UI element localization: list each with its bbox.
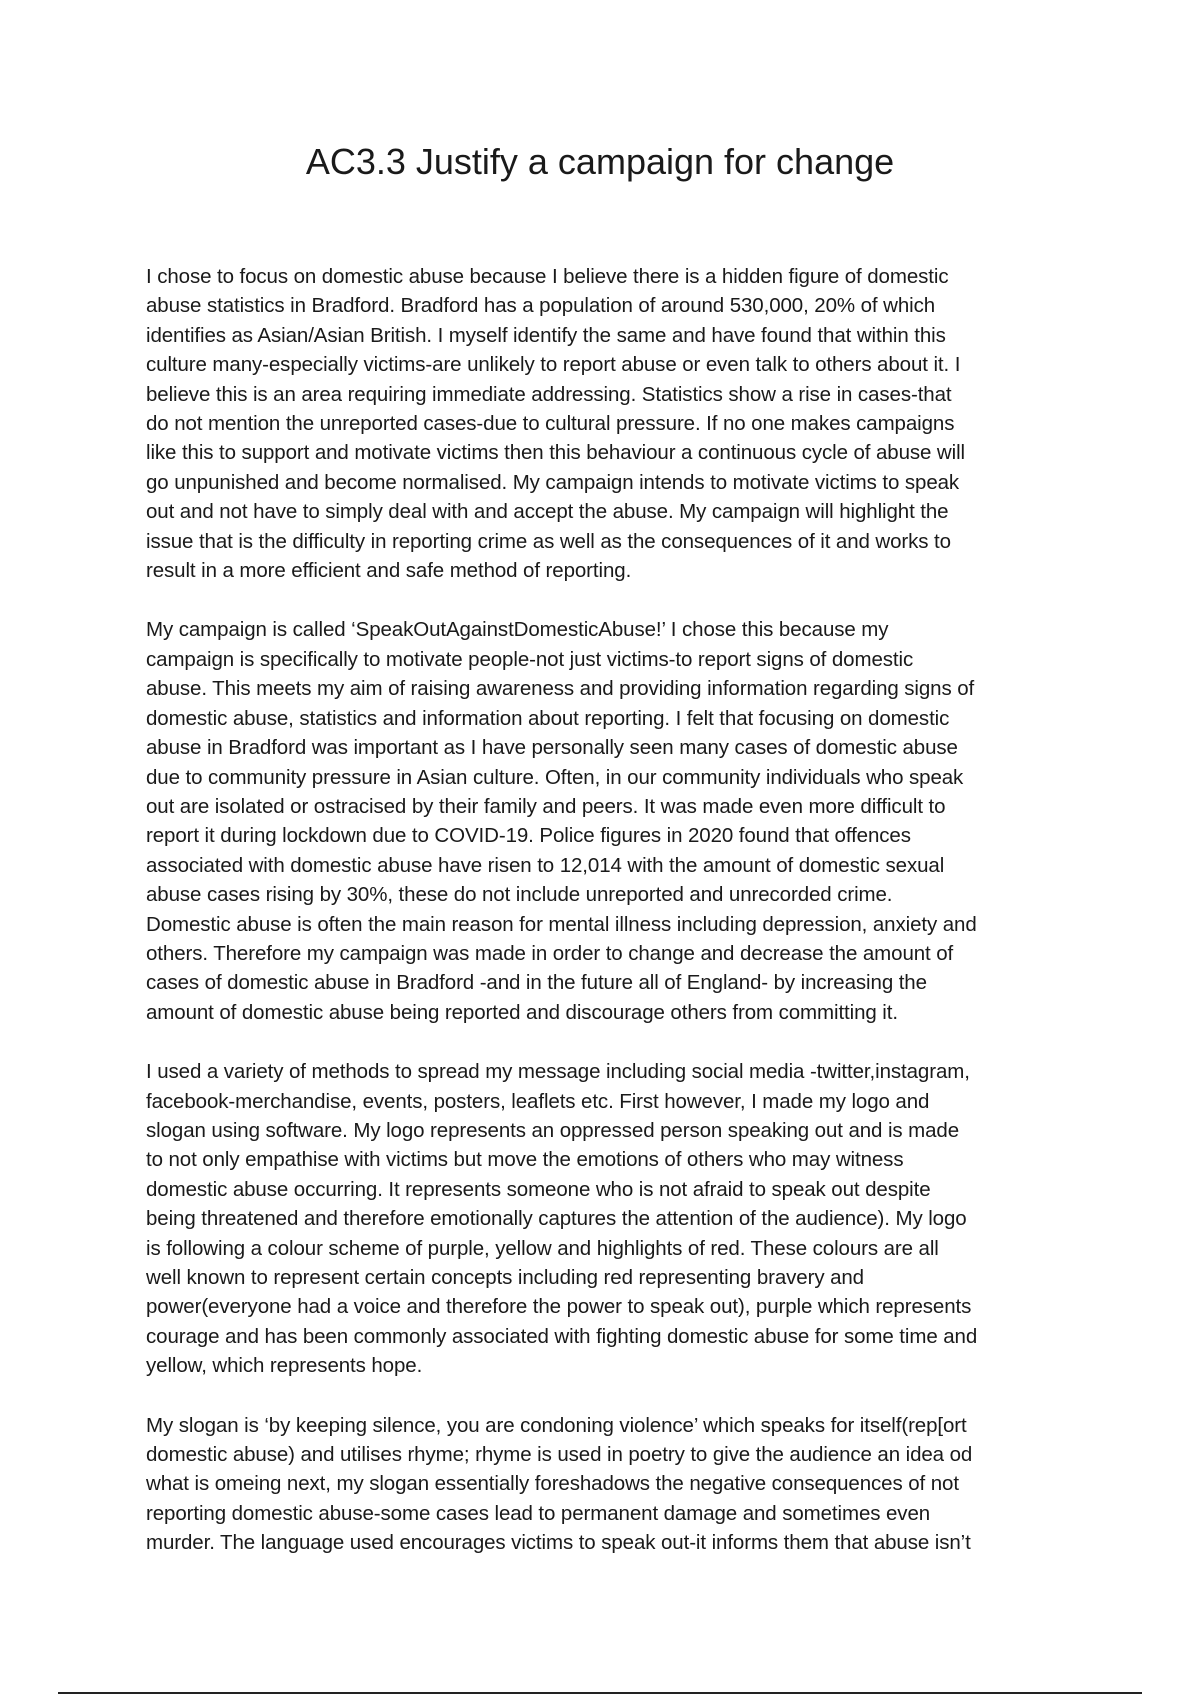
page-bottom-divider bbox=[58, 1692, 1142, 1694]
paragraph-focus-choice: I chose to focus on domestic abuse because I believe there is a hidden figure of domestic abuse statistics in Bradford. Bradford has a population of around 530,000, 20% of which identifies as Asian/Asian British. I myself identify the same and have found that within this culture many-especially victims-are unlikely to report abuse or even talk to others about it. I believe this is an area requiring immediate addressing. Statistics show a rise in cases-that do not mention the unreported cases-due to cultural pressure. If no one makes campaigns like this to support and motivate victims then this behaviour a continuous cycle of abuse will go unpunished and become normalised. My campaign intends to motivate victims to speak out and not have to simply deal with and accept the abuse. My campaign will highlight the issue that is the difficulty in reporting crime as well as the consequences of it and works to result in a more efficient and safe method of reporting. bbox=[146, 265, 965, 583]
paragraph-slogan: My slogan is ‘by keeping silence, you are condoning violence’ which speaks for itself(rep[ort domestic abuse) and utilises rhyme; rhyme is used in poetry to give the audience an idea od what is omeing next, my slogan essentially foreshadows the negative consequences of not reporting domestic abuse-some cases lead to permanent damage and sometimes even murder. The language used encourages victims to speak out-it informs them that abuse isn’t bbox=[146, 1413, 973, 1555]
paragraph-methods-logo: I used a variety of methods to spread my message including social media -twitter,instagram, facebook-merchandise, events, posters, leaflets etc. First however, I made my logo and slogan using software. My logo represents an oppressed person speaking out and is made to not only empathise with victims but move the emotions of others who may witness domestic abuse occurring. It represents someone who is not afraid to speak out despite being threatened and therefore emotionally captures the attention of the audience). My logo is following a colour scheme of purple, yellow and highlights of red. These colours are all well known to represent certain concepts including red representing bravery and power(everyone had a voice and therefore the power to speak out), purple which represents courage and has been commonly associated with fighting domestic abuse for some time and yellow, which represents hope. bbox=[146, 1060, 978, 1378]
document-body bbox=[146, 262, 1068, 1588]
paragraph-campaign-name: My campaign is called ‘SpeakOutAgainstDomesticAbuse!’ I chose this because my campaign is specifically to motivate people-not just victims-to report signs of domestic abuse. This meets my aim of raising awareness and providing information regarding signs of domestic abuse, statistics and information about reporting. I felt that focusing on domestic abuse in Bradford was important as I have personally seen many cases of domestic abuse due to community pressure in Asian culture. Often, in our community individuals who speak out are isolated or ostracised by their family and peers. It was made even more difficult to report it during lockdown due to COVID-19. Police figures in 2020 found that offences associated with domestic abuse have risen to 12,014 with the amount of domestic sexual abuse cases rising by 30%, these do not include unreported and unrecorded crime. Domestic abuse is often the main reason for mental illness including depression, anxiety and others. Therefore my campaign was made in order to change and decrease the amount of cases of domestic abuse in Bradford -and in the future all of England- by increasing the amount of domestic abuse being reported and discourage others from committing it. bbox=[146, 618, 977, 1024]
document-title: AC3.3 Justify a campaign for change bbox=[305, 141, 895, 182]
